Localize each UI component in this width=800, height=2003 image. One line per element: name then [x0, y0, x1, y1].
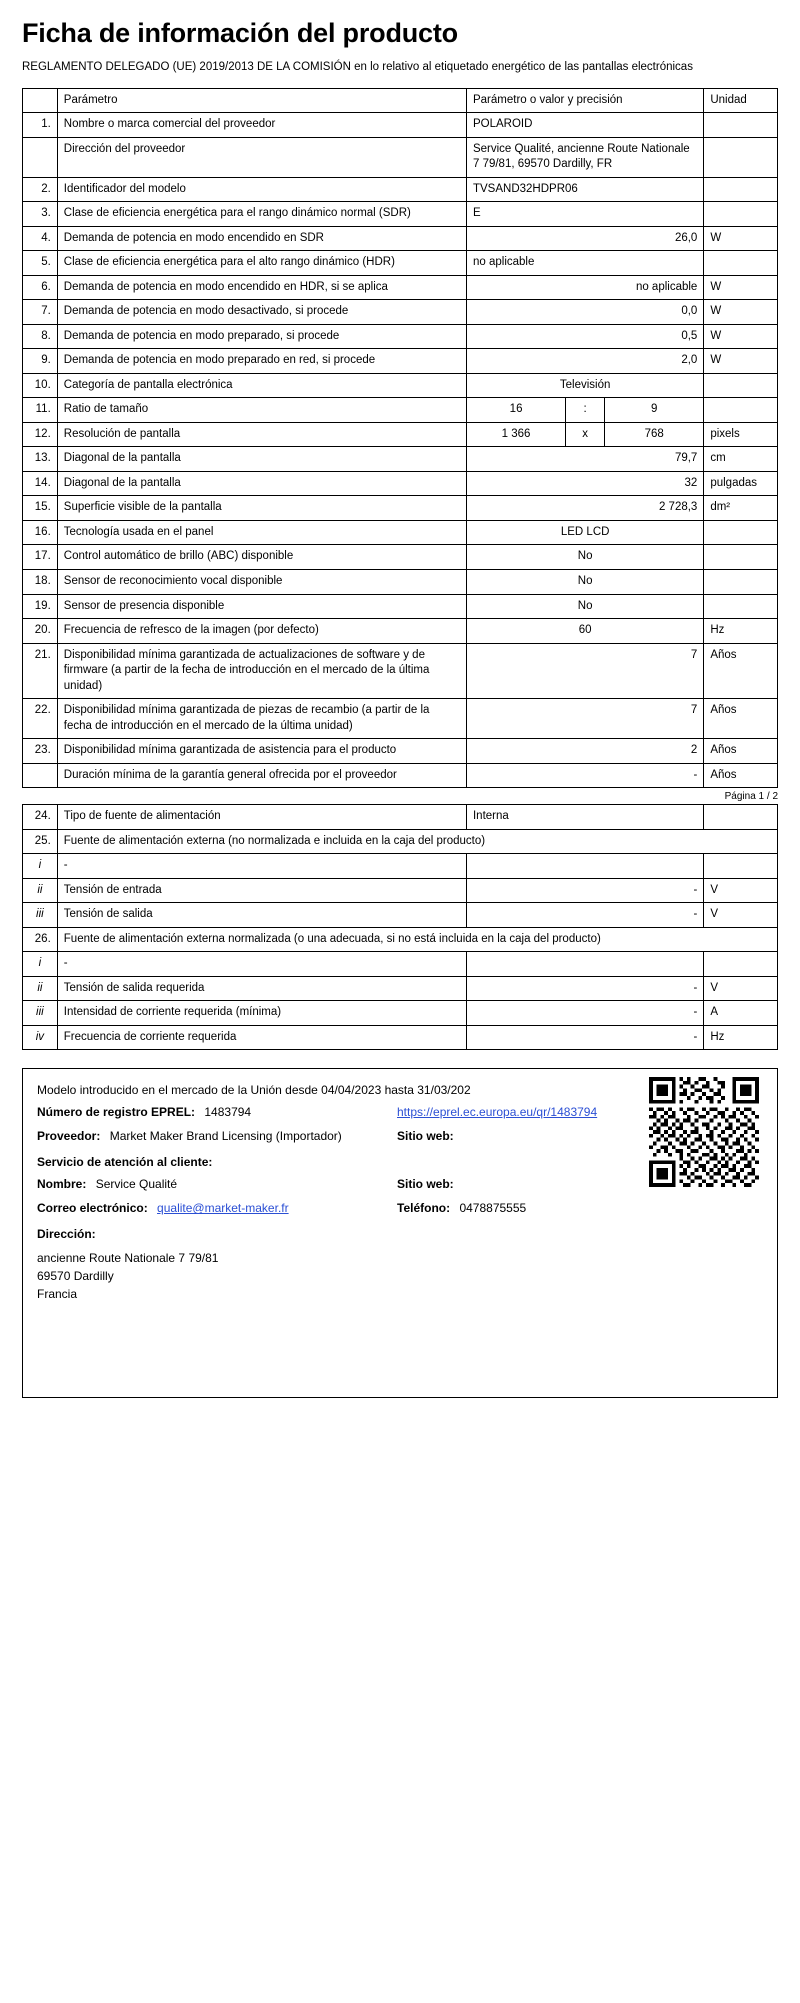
table-row [23, 226, 778, 251]
row-parameter: Fuente de alimentación externa (no normalizada e incluida en la caja del producto) [57, 829, 777, 854]
address-block [37, 1249, 763, 1303]
row-parameter: Disponibilidad mínima garantizada de asistencia para el producto [57, 739, 466, 764]
row-number: 8. [23, 324, 58, 349]
row-value: 0,5 [466, 324, 703, 349]
table-row [23, 594, 778, 619]
row-unit: Años [704, 643, 778, 699]
row-number: 15. [23, 496, 58, 521]
row-parameter: Identificador del modelo [57, 177, 466, 202]
row-unit [704, 202, 778, 227]
row-parameter: Intensidad de corriente requerida (mínima) [57, 1001, 466, 1026]
row-value: E [466, 202, 703, 227]
row-value: - [466, 903, 703, 928]
row-value-split [466, 422, 703, 447]
table-row [23, 113, 778, 138]
page-title: Ficha de información del producto [22, 18, 458, 48]
table-row [23, 373, 778, 398]
power-supply-table [22, 804, 778, 1050]
header-value: Parámetro o valor y precisión [466, 88, 703, 113]
row-unit [704, 113, 778, 138]
row-parameter: Sensor de presencia disponible [57, 594, 466, 619]
row-value: 2 728,3 [466, 496, 703, 521]
supplier-value: Market Maker Brand Licensing (Importador) [109, 1129, 342, 1144]
row-number: 9. [23, 349, 58, 374]
parameters-table [22, 88, 778, 788]
table-row [23, 300, 778, 325]
table-row [23, 251, 778, 276]
row-parameter: Categoría de pantalla electrónica [57, 373, 466, 398]
row-unit: V [704, 903, 778, 928]
table-row [23, 805, 778, 830]
website-label-service: Sitio web: [397, 1177, 454, 1192]
resolution-vertical: 768 [605, 423, 704, 447]
row-unit: W [704, 324, 778, 349]
row-number: iv [23, 1025, 58, 1050]
row-value: 26,0 [466, 226, 703, 251]
row-parameter: Demanda de potencia en modo encendido en SDR [57, 226, 466, 251]
row-parameter: Demanda de potencia en modo desactivado, si procede [57, 300, 466, 325]
row-unit [704, 569, 778, 594]
row-unit [704, 952, 778, 977]
row-value: 7 [466, 643, 703, 699]
header-number [23, 88, 58, 113]
row-parameter: - [57, 952, 466, 977]
row-unit: Hz [704, 1025, 778, 1050]
row-parameter: Frecuencia de corriente requerida [57, 1025, 466, 1050]
row-number: 13. [23, 447, 58, 472]
row-value: No [466, 545, 703, 570]
address-heading: Dirección: [37, 1227, 96, 1242]
row-unit [704, 177, 778, 202]
row-parameter: Clase de eficiencia energética para el rango dinámico normal (SDR) [57, 202, 466, 227]
row-parameter: Duración mínima de la garantía general ofrecida por el proveedor [57, 763, 466, 788]
row-parameter: Tensión de salida [57, 903, 466, 928]
row-value [466, 952, 703, 977]
row-number: 1. [23, 113, 58, 138]
address-line: ancienne Route Nationale 7 79/81 [37, 1251, 219, 1266]
row-value-split [466, 398, 703, 423]
row-unit: V [704, 976, 778, 1001]
row-unit: Años [704, 739, 778, 764]
row-unit: cm [704, 447, 778, 472]
row-parameter: Dirección del proveedor [57, 137, 466, 177]
row-unit [704, 545, 778, 570]
row-number: ii [23, 878, 58, 903]
row-parameter: Resolución de pantalla [57, 422, 466, 447]
regulation-subtitle: REGLAMENTO DELEGADO (UE) 2019/2013 DE LA COMISIÓN en lo relativo al etiquetado energético de las pantallas electrónicas [22, 61, 693, 73]
row-value: 2,0 [466, 349, 703, 374]
row-value: 7 [466, 699, 703, 739]
table-row [23, 854, 778, 879]
aspect-width: 16 [509, 403, 523, 416]
table-row [23, 952, 778, 977]
table-row [23, 739, 778, 764]
market-introduction-text: Modelo introducido en el mercado de la Unión desde 04/04/2023 hasta 31/03/202 [37, 1083, 471, 1098]
row-value: - [466, 1001, 703, 1026]
row-parameter: Tecnología usada en el panel [57, 520, 466, 545]
row-number: 5. [23, 251, 58, 276]
table-row [23, 1001, 778, 1026]
row-unit: Hz [704, 619, 778, 644]
table-row [23, 643, 778, 699]
row-value: - [466, 878, 703, 903]
row-parameter: Tensión de entrada [57, 878, 466, 903]
row-value: Service Qualité, ancienne Route Nationale 7 79/81, 69570 Dardilly, FR [466, 137, 703, 177]
table-row-resolution [23, 422, 778, 447]
table-row [23, 137, 778, 177]
table-row [23, 976, 778, 1001]
contact-email-row [37, 1201, 763, 1215]
row-parameter: Diagonal de la pantalla [57, 471, 466, 496]
row-number: 11. [23, 398, 58, 423]
row-unit: V [704, 878, 778, 903]
row-value: 2 [466, 739, 703, 764]
row-unit [704, 854, 778, 879]
row-unit: dm² [704, 496, 778, 521]
header-unit: Unidad [704, 88, 778, 113]
table-row [23, 569, 778, 594]
table-row [23, 878, 778, 903]
row-value: 32 [466, 471, 703, 496]
name-label: Nombre: [37, 1177, 87, 1192]
table-row-aspect-ratio [23, 398, 778, 423]
row-value: no aplicable [466, 275, 703, 300]
row-value: Interna [466, 805, 703, 830]
resolution-horizontal: 1 366 [501, 427, 531, 440]
row-unit: W [704, 226, 778, 251]
row-parameter: Superficie visible de la pantalla [57, 496, 466, 521]
resolution-separator: x [566, 423, 605, 447]
row-number: 17. [23, 545, 58, 570]
table-row [23, 1025, 778, 1050]
name-value: Service Qualité [95, 1177, 178, 1192]
table-row [23, 927, 778, 952]
row-unit: A [704, 1001, 778, 1026]
row-number: 26. [23, 927, 58, 952]
phone-value: 0478875555 [459, 1201, 527, 1216]
row-value: - [466, 976, 703, 1001]
row-unit [704, 594, 778, 619]
row-unit [704, 373, 778, 398]
eprel-label: Número de registro EPREL: [37, 1105, 196, 1120]
row-number: iii [23, 903, 58, 928]
table-row [23, 324, 778, 349]
row-unit: pulgadas [704, 471, 778, 496]
supplier-contact-box [22, 1068, 778, 1398]
customer-service-heading: Servicio de atención al cliente: [37, 1155, 213, 1170]
row-number: 16. [23, 520, 58, 545]
table-row-diagonal-inches [23, 471, 778, 496]
row-parameter: - [57, 854, 466, 879]
table-row [23, 349, 778, 374]
page-number-note: Página 1 / 2 [724, 791, 778, 803]
row-number: 12. [23, 422, 58, 447]
row-parameter: Control automático de brillo (ABC) disponible [57, 545, 466, 570]
row-value: 79,7 [466, 447, 703, 472]
row-number: 6. [23, 275, 58, 300]
row-unit [704, 137, 778, 177]
row-parameter: Tensión de salida requerida [57, 976, 466, 1001]
table-row [23, 545, 778, 570]
row-parameter: Demanda de potencia en modo encendido en HDR, si se aplica [57, 275, 466, 300]
email-label: Correo electrónico: [37, 1201, 148, 1216]
row-unit: W [704, 275, 778, 300]
row-parameter: Disponibilidad mínima garantizada de actualizaciones de software y de firmware (a partir de la fecha de introducción en el mercado de la última unidad) [57, 643, 466, 699]
table-row [23, 763, 778, 788]
email-value[interactable]: qualite@market-maker.fr [157, 1201, 289, 1216]
row-number [23, 763, 58, 788]
row-number: i [23, 854, 58, 879]
row-parameter: Fuente de alimentación externa normalizada (o una adecuada, si no está incluida en la caja del producto) [57, 927, 777, 952]
row-number: 23. [23, 739, 58, 764]
table-row [23, 177, 778, 202]
row-parameter: Nombre o marca comercial del proveedor [57, 113, 466, 138]
eprel-value: 1483794 [204, 1105, 252, 1120]
table-row [23, 275, 778, 300]
eprel-qr-link[interactable]: https://eprel.ec.europa.eu/qr/1483794 [397, 1105, 598, 1120]
row-parameter: Diagonal de la pantalla [57, 447, 466, 472]
table-row [23, 496, 778, 521]
row-unit: W [704, 300, 778, 325]
row-number: 2. [23, 177, 58, 202]
row-unit: pixels [704, 422, 778, 447]
row-value: 60 [466, 619, 703, 644]
row-value: No [466, 569, 703, 594]
row-parameter: Tipo de fuente de alimentación [57, 805, 466, 830]
row-value: Televisión [466, 373, 703, 398]
row-number: 22. [23, 699, 58, 739]
website-label-supplier: Sitio web: [397, 1129, 454, 1144]
row-number: iii [23, 1001, 58, 1026]
row-unit: W [704, 349, 778, 374]
row-unit [704, 398, 778, 423]
table-row-diagonal-cm [23, 447, 778, 472]
row-number: 10. [23, 373, 58, 398]
row-value: no aplicable [466, 251, 703, 276]
row-number: ii [23, 976, 58, 1001]
supplier-label: Proveedor: [37, 1129, 101, 1144]
row-value: - [466, 763, 703, 788]
table-row [23, 202, 778, 227]
row-value: 0,0 [466, 300, 703, 325]
row-number: 19. [23, 594, 58, 619]
table-row [23, 829, 778, 854]
row-number [23, 137, 58, 177]
table-row [23, 520, 778, 545]
row-unit: Años [704, 763, 778, 788]
row-value: TVSAND32HDPR06 [466, 177, 703, 202]
row-unit: Años [704, 699, 778, 739]
table-row [23, 619, 778, 644]
row-value: LED LCD [466, 520, 703, 545]
row-parameter: Clase de eficiencia energética para el alto rango dinámico (HDR) [57, 251, 466, 276]
address-line: 69570 Dardilly [37, 1269, 114, 1284]
row-parameter: Demanda de potencia en modo preparado en red, si procede [57, 349, 466, 374]
row-value: No [466, 594, 703, 619]
row-number: 7. [23, 300, 58, 325]
row-number: 25. [23, 829, 58, 854]
header-parameter: Parámetro [57, 88, 466, 113]
row-number: 3. [23, 202, 58, 227]
row-parameter: Demanda de potencia en modo preparado, si procede [57, 324, 466, 349]
phone-label: Teléfono: [397, 1201, 451, 1216]
row-value: POLAROID [466, 113, 703, 138]
row-number: 14. [23, 471, 58, 496]
row-number: 21. [23, 643, 58, 699]
qr-code-icon [649, 1077, 759, 1187]
row-number: i [23, 952, 58, 977]
row-value: - [466, 1025, 703, 1050]
aspect-height: 9 [605, 398, 704, 422]
row-number: 20. [23, 619, 58, 644]
row-parameter: Ratio de tamaño [57, 398, 466, 423]
row-number: 18. [23, 569, 58, 594]
row-unit [704, 805, 778, 830]
table-row [23, 699, 778, 739]
row-parameter: Disponibilidad mínima garantizada de piezas de recambio (a partir de la fecha de introducción en el mercado de la última unidad) [57, 699, 466, 739]
row-unit [704, 520, 778, 545]
table-header-row [23, 88, 778, 113]
row-parameter: Frecuencia de refresco de la imagen (por defecto) [57, 619, 466, 644]
row-number: 24. [23, 805, 58, 830]
table-row [23, 903, 778, 928]
row-unit [704, 251, 778, 276]
row-parameter: Sensor de reconocimiento vocal disponible [57, 569, 466, 594]
address-line: Francia [37, 1287, 78, 1302]
aspect-separator: : [566, 398, 605, 422]
row-number: 4. [23, 226, 58, 251]
row-value [466, 854, 703, 879]
